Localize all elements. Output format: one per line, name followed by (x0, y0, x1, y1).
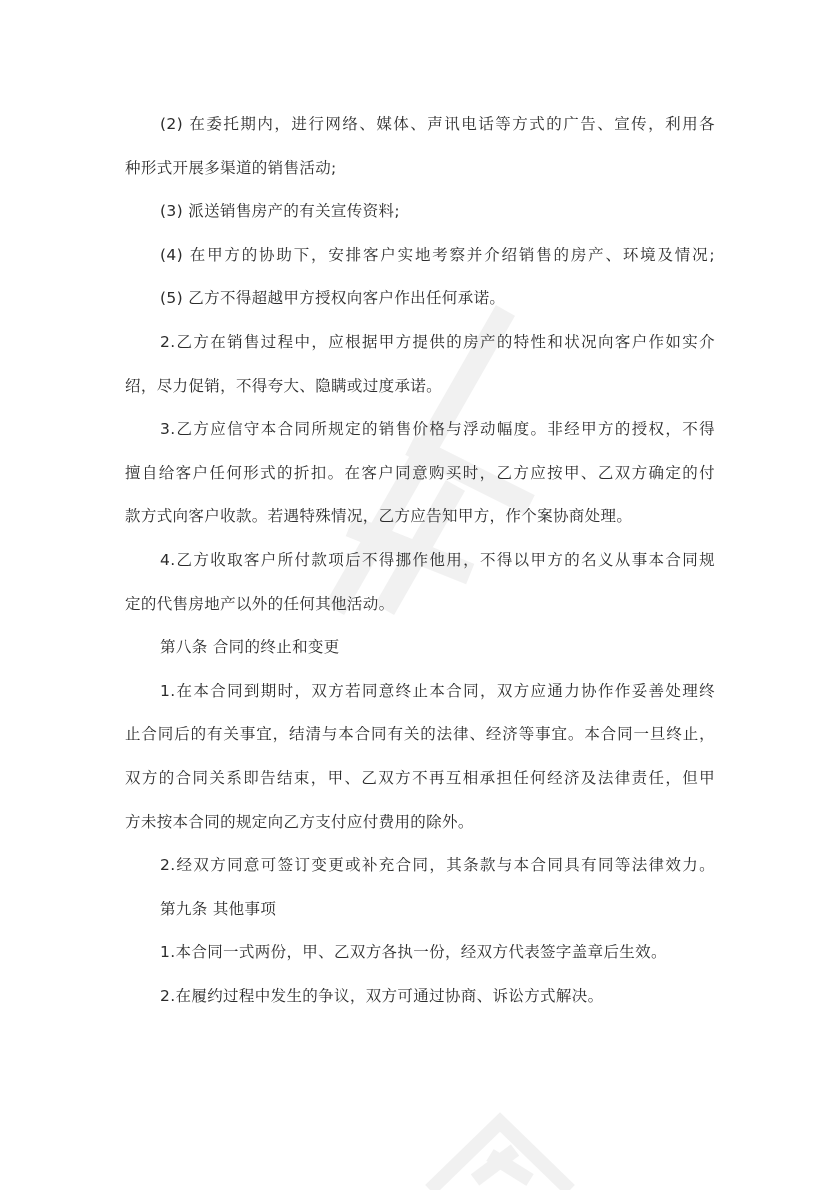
section-heading: 第八条 合同的终止和变更 (160, 638, 340, 657)
text-line: 3.乙方应信守本合同所规定的销售价格与浮动幅度。非经甲方的授权，不得 (160, 420, 715, 439)
text-line: 2.经双方同意可签订变更或补充合同，其条款与本合同具有同等法律效力。 (160, 856, 715, 875)
text-line: 款方式向客户收款。若遇特殊情况，乙方应告知甲方，作个案协商处理。 (125, 507, 633, 526)
text-line: 定的代售房地产以外的任何其他活动。 (125, 594, 395, 613)
text-line: 止合同后的有关事宜，结清与本合同有关的法律、经济等事宜。本合同一旦终止， (125, 725, 715, 744)
text-line: (4) 在甲方的协助下，安排客户实地考察并介绍销售的房产、环境及情况; (160, 245, 715, 264)
text-line: 种形式开展多渠道的销售活动; (125, 158, 337, 177)
text-line: 方未按本合同的规定向乙方支付应付费用的除外。 (125, 812, 474, 831)
text-line: 绍，尽力促销，不得夸大、隐瞒或过度承诺。 (125, 376, 443, 395)
section-heading: 第九条 其他事项 (160, 899, 277, 918)
text-line: 擅自给客户任何形式的折扣。在客户同意购买时，乙方应按甲、乙双方确定的付 (125, 463, 715, 482)
text-line: (3) 派送销售房产的有关宣传资料; (160, 202, 400, 221)
text-line: (5) 乙方不得超越甲方授权向客户作出任何承诺。 (160, 289, 506, 308)
text-line: 双方的合同关系即告结束，甲、乙双方不再互相承担任何经济及法律责任，但甲 (125, 769, 715, 787)
watermark-icon-bottom (420, 1110, 580, 1190)
text-line: (2) 在委托期内，进行网络、媒体、声讯电话等方式的广告、宣传，利用各 (160, 115, 715, 133)
text-line: 1.在本合同到期时，双方若同意终止本合同，双方应通力协作作妥善处理终 (160, 681, 715, 700)
text-line: 2.在履约过程中发生的争议，双方可通过协商、诉讼方式解决。 (160, 987, 604, 1005)
text-line: 4.乙方收取客户所付款项后不得挪作他用，不得以甲方的名义从事本合同规 (160, 551, 715, 569)
text-line: 2.乙方在销售过程中，应根据甲方提供的房产的特性和状况向客户作如实介 (160, 333, 715, 351)
text-line: 1.本合同一式两份，甲、乙双方各执一份，经双方代表签字盖章后生效。 (160, 943, 667, 962)
